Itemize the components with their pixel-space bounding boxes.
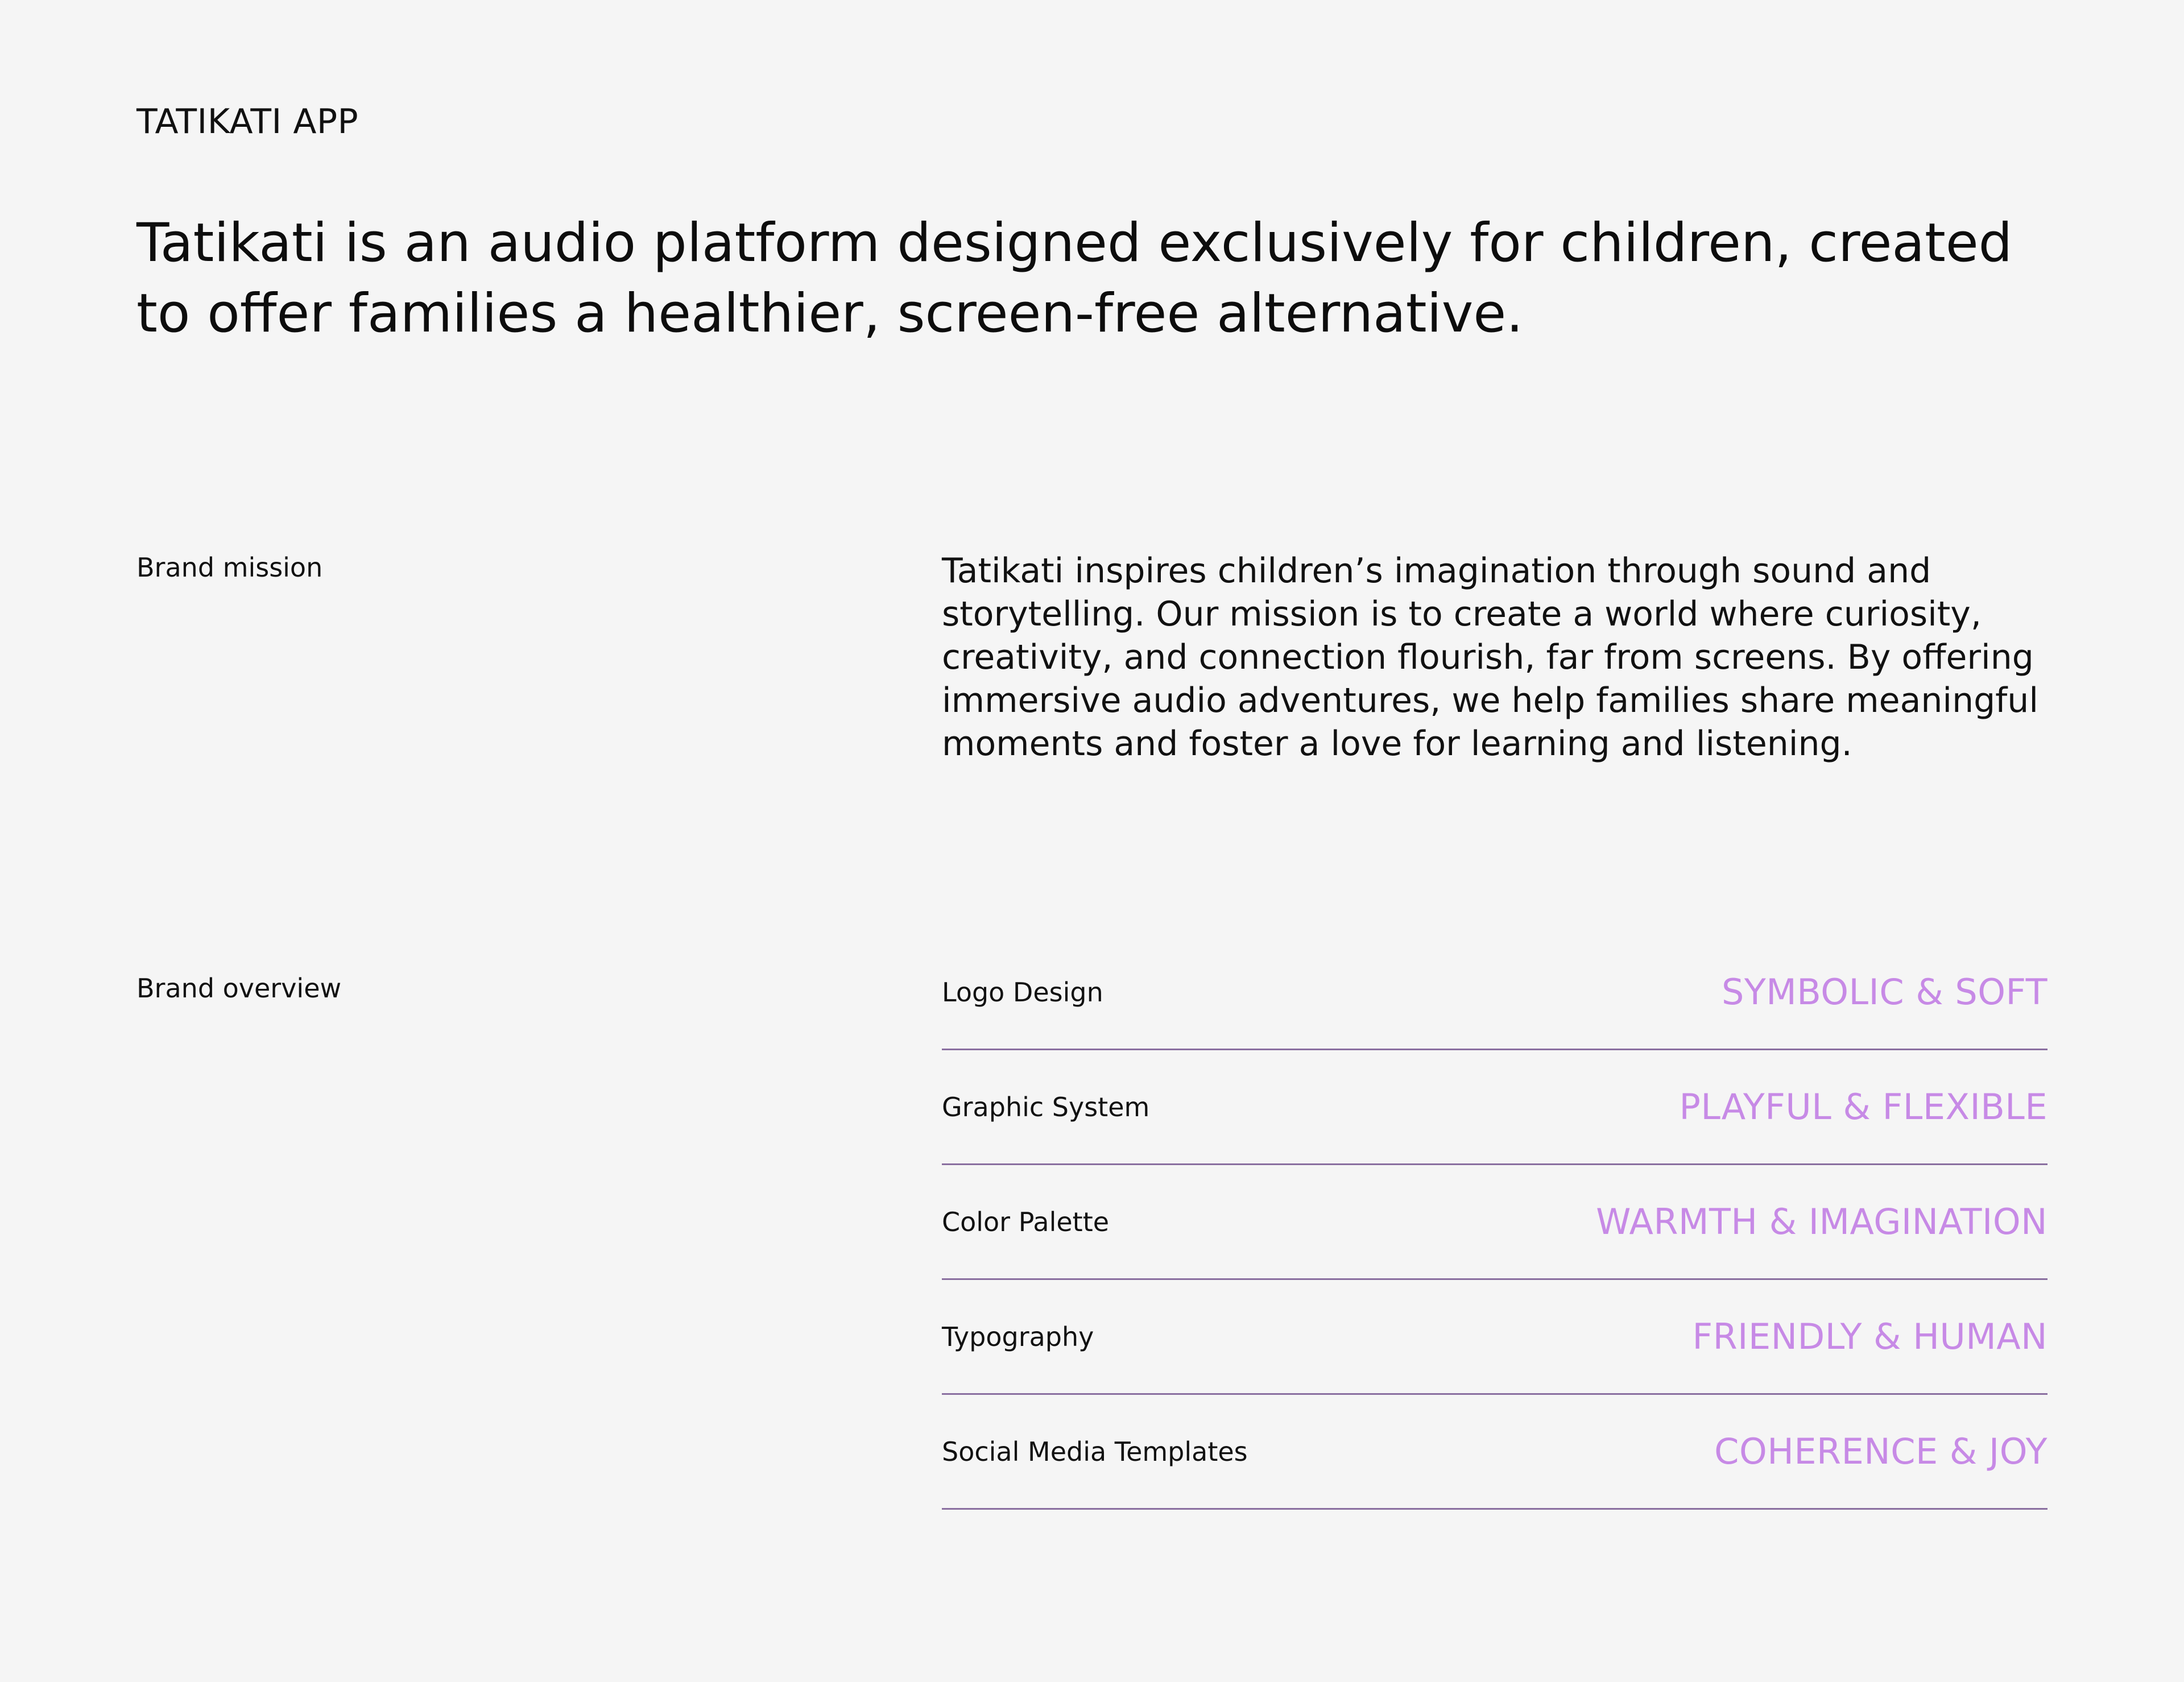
overview-row-value: PLAYFUL & FLEXIBLE	[1679, 1086, 2048, 1128]
overview-row-label: Logo Design	[942, 976, 1103, 1008]
overview-row-value: COHERENCE & JOY	[1714, 1431, 2048, 1472]
headline: Tatikati is an audio platform designed exclusively for children, created to offer families a healthier, screen-free alternative.	[136, 212, 2013, 345]
overview-row-value: SYMBOLIC & SOFT	[1722, 971, 2048, 1013]
overview-row-label: Graphic System	[942, 1091, 1150, 1122]
overview-row-color-palette	[942, 1165, 2048, 1280]
overview-row-label: Typography	[942, 1321, 1094, 1352]
brand-overview-label: Brand overview	[136, 973, 342, 1004]
overview-row-logo-design	[942, 935, 2048, 1050]
overview-row-social-media-templates	[942, 1395, 2048, 1510]
brand-mission-label: Brand mission	[136, 552, 323, 583]
overview-row-label: Color Palette	[942, 1206, 1110, 1237]
overview-row-typography	[942, 1280, 2048, 1395]
overview-row-value: FRIENDLY & HUMAN	[1692, 1316, 2048, 1357]
project-label: TATIKATI APP	[136, 102, 359, 142]
overview-row-value: WARMTH & IMAGINATION	[1596, 1201, 2048, 1242]
brand-mission-text: Tatikati inspires children’s imagination through sound and storytelling. Our mission is to create a world where curiosity, creativity, and connection flourish, far from screens. By offering immersive audio adventures, we help families share meaningful moments and foster a love for learning and listening.	[942, 551, 2038, 764]
overview-row-label: Social Media Templates	[942, 1436, 1248, 1467]
brand-overview-list	[942, 935, 2048, 1510]
overview-row-graphic-system	[942, 1050, 2048, 1165]
